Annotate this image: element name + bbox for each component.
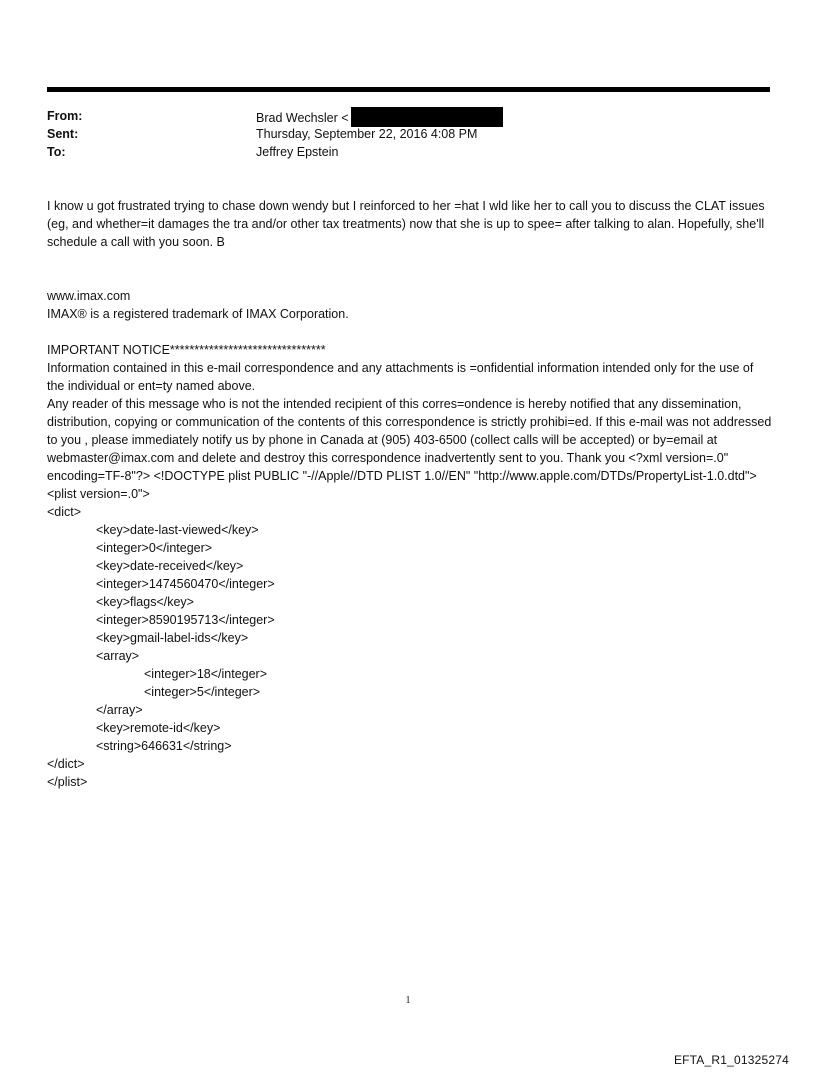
plist-line: <integer>18</integer> [144,667,268,681]
from-value [256,107,503,125]
plist-line: <dict> [47,505,82,519]
plist-line: <array> [96,649,140,663]
plist-line: <integer>1474560470</integer> [96,577,275,591]
sent-label: Sent: [47,127,79,141]
plist-line: </plist> [47,775,88,789]
from-row [47,107,503,125]
document-id: EFTA_R1_01325274 [673,1053,789,1067]
to-label: To: [47,145,66,159]
trademark-text: IMAX® is a registered trademark of IMAX Corporation. [47,307,349,321]
website-link[interactable]: www.imax.com [47,289,131,303]
page-number: 1 [405,995,411,1006]
redaction-box [351,107,503,127]
from-label: From: [47,109,83,123]
plist-line: <key>remote-id</key> [96,721,221,735]
plist-line: <integer>8590195713</integer> [96,613,275,627]
plist-line: <string>646631</string> [96,739,232,753]
plist-line: </dict> [47,757,85,771]
message-text: I know u got frustrated trying to chase down wendy but I reinforced to her =hat I wld like her to call you to discuss the CLAT issues (eg, and whether=it damages the tra and/or other tax treatments) now that she is up to spee= after talking to alan. Hopefully, she'll schedule a call with you soon. B [47,199,765,249]
header-rule [47,87,770,92]
plist-line: <integer>5</integer> [144,685,261,699]
email-header [47,107,503,161]
notice-paragraph-2: Any reader of this message who is not the intended recipient of this corres=ondence is hereby notified that any dissemination, distribution, copying or communication of the contents of this correspondence is strictly prohibi=ed. If this e-mail was not addressed to you , please immediately notify us by phone in Canada at (905) 403-6500 (collect calls will be accepted) or by=email at webmaster@imax.com and delete and destroy this correspondence inadvertently sent to you. Thank you <?xml version=.0" encoding=TF-8"?> <!DOCTYPE plist PUBLIC "-//Apple//DTD PLIST 1.0//EN" "http://www.apple.com/DTDs/PropertyList-1.0.dtd"> [47,397,772,483]
plist-line: <key>gmail-label-ids</key> [96,631,249,645]
plist-line: </array> [96,703,143,717]
notice-paragraph-1: Information contained in this e-mail correspondence and any attachments is =onfidential information intended only for the use of the individual or ent=ty named above. [47,361,754,393]
plist-line: <integer>0</integer> [96,541,213,555]
notice-title: IMPORTANT NOTICE******************************** [47,343,326,357]
plist-block [47,485,773,791]
from-name: Brad Wechsler < [256,111,349,125]
plist-line: <key>date-last-viewed</key> [96,523,259,537]
plist-line: <plist version=.0"> [47,487,150,501]
plist-line: <key>date-received</key> [96,559,244,573]
email-body [47,197,773,791]
plist-line: <key>flags</key> [96,595,194,609]
to-row [47,143,503,161]
sent-row [47,125,503,143]
sent-value: Thursday, September 22, 2016 4:08 PM [256,127,478,141]
to-value: Jeffrey Epstein [256,145,339,159]
